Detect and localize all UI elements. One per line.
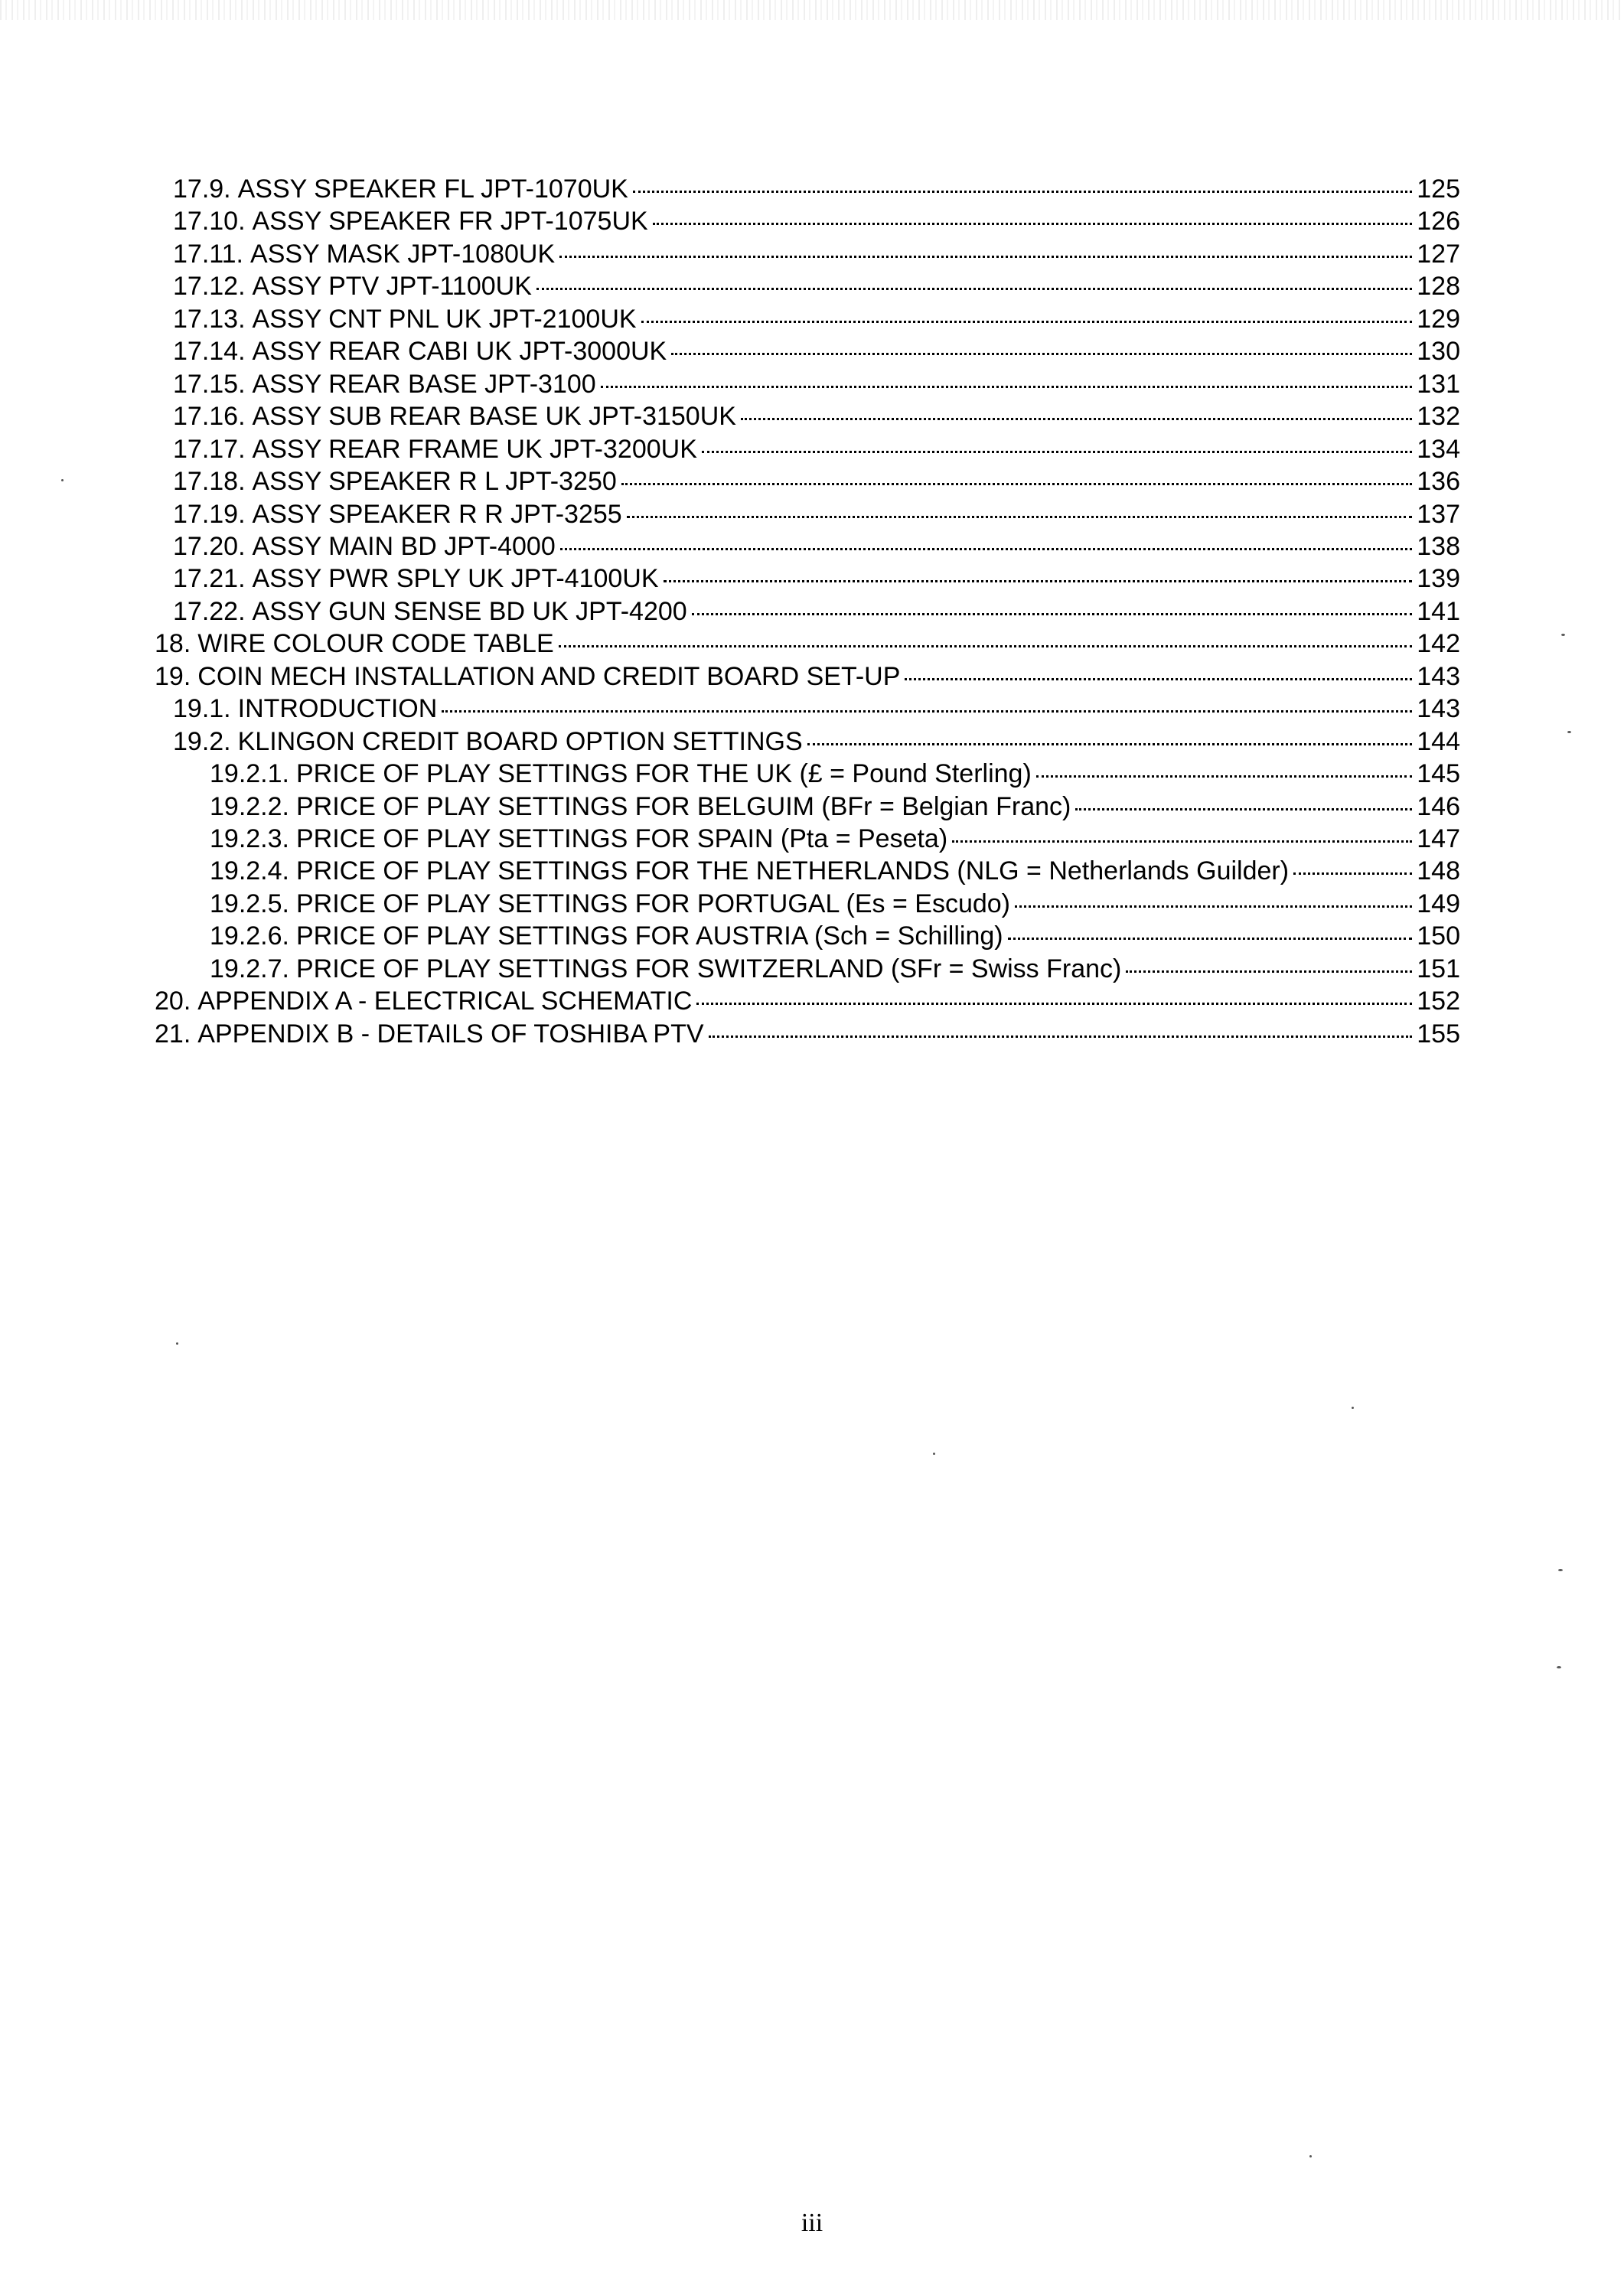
toc-entry-title: WIRE COLOUR CODE TABLE bbox=[197, 629, 554, 658]
toc-entry-page: 147 bbox=[1417, 824, 1460, 853]
dot-leader bbox=[627, 516, 1413, 518]
toc-entry-number: 17.12. bbox=[173, 272, 246, 301]
scan-speck bbox=[1558, 1569, 1563, 1571]
toc-entry-title: ASSY PWR SPLY UK JPT-4100UK bbox=[252, 564, 659, 593]
toc-entry-page: 145 bbox=[1417, 759, 1460, 788]
toc-entry bbox=[210, 953, 1460, 985]
toc-entry-page: 146 bbox=[1417, 792, 1460, 821]
dot-leader bbox=[664, 580, 1413, 582]
dot-leader bbox=[807, 743, 1413, 745]
dot-leader bbox=[671, 353, 1412, 355]
dot-leader bbox=[653, 223, 1413, 225]
toc-entry-title: ASSY GUN SENSE BD UK JPT-4200 bbox=[252, 597, 687, 626]
dot-leader bbox=[952, 840, 1412, 843]
toc-entry-title: PRICE OF PLAY SETTINGS FOR SWITZERLAND (SFr = Swiss Franc) bbox=[295, 954, 1122, 983]
toc-entry-title: COIN MECH INSTALLATION AND CREDIT BOARD SET-UP bbox=[197, 662, 901, 691]
toc-entry-page: 134 bbox=[1417, 435, 1460, 464]
toc-entry-number: 17.16. bbox=[173, 402, 246, 431]
scan-speck bbox=[61, 479, 64, 481]
toc-entry-page: 137 bbox=[1417, 500, 1460, 529]
toc-entry bbox=[173, 465, 1460, 497]
toc-entry bbox=[173, 303, 1460, 335]
toc-entry-number: 19.2.4. bbox=[210, 856, 289, 885]
toc-entry bbox=[173, 498, 1460, 530]
dot-leader bbox=[696, 1003, 1412, 1005]
toc-entry-title: ASSY SPEAKER FL JPT-1070UK bbox=[237, 174, 628, 204]
toc-entry-page: 152 bbox=[1417, 987, 1460, 1016]
toc-entry-title: ASSY SUB REAR BASE UK JPT-3150UK bbox=[252, 402, 736, 431]
dot-leader bbox=[702, 451, 1412, 453]
dot-leader bbox=[1293, 872, 1412, 875]
toc-entry-page: 127 bbox=[1417, 240, 1460, 269]
toc-entry-title: PRICE OF PLAY SETTINGS FOR SPAIN (Pta = Peseta) bbox=[295, 824, 948, 853]
toc-entry-page: 155 bbox=[1417, 1019, 1460, 1049]
toc-entry-number: 19.2.3. bbox=[210, 824, 289, 853]
toc-entry-number: 17.21. bbox=[173, 564, 246, 593]
toc-entry-page: 143 bbox=[1417, 662, 1460, 691]
scan-speck bbox=[1561, 634, 1565, 636]
dot-leader bbox=[709, 1035, 1413, 1038]
toc-entry bbox=[155, 1018, 1460, 1050]
toc-entry-number: 19.2.2. bbox=[210, 792, 289, 821]
toc-entry-number: 19. bbox=[155, 662, 191, 691]
toc-entry bbox=[210, 855, 1460, 887]
toc-entry-page: 129 bbox=[1417, 305, 1460, 334]
toc-entry-page: 125 bbox=[1417, 174, 1460, 204]
toc-entry bbox=[173, 726, 1460, 758]
toc-entry-title: PRICE OF PLAY SETTINGS FOR PORTUGAL (Es = Escudo) bbox=[295, 889, 1011, 918]
dot-leader bbox=[641, 321, 1413, 323]
toc-entry-title: APPENDIX B - DETAILS OF TOSHIBA PTV bbox=[197, 1019, 704, 1049]
toc-entry-page: 139 bbox=[1417, 564, 1460, 593]
dot-leader bbox=[1126, 970, 1412, 973]
toc-entry-title: INTRODUCTION bbox=[237, 694, 438, 723]
toc-entry bbox=[173, 335, 1460, 367]
toc-entry-page: 132 bbox=[1417, 402, 1460, 431]
toc-entry-page: 130 bbox=[1417, 337, 1460, 366]
toc-entry-number: 17.14. bbox=[173, 337, 246, 366]
toc-entry-number: 17.15. bbox=[173, 370, 246, 399]
toc-entry-page: 131 bbox=[1417, 370, 1460, 399]
toc-entry bbox=[155, 628, 1460, 660]
toc-entry-page: 143 bbox=[1417, 694, 1460, 723]
toc-entry bbox=[173, 368, 1460, 400]
toc-entry-number: 20. bbox=[155, 987, 191, 1016]
dot-leader bbox=[559, 645, 1413, 647]
toc-entry-number: 17.9. bbox=[173, 174, 231, 204]
toc-entry-number: 19.2.7. bbox=[210, 954, 289, 983]
scan-speck bbox=[1567, 731, 1571, 733]
dot-leader bbox=[741, 418, 1412, 420]
toc-entry-title: PRICE OF PLAY SETTINGS FOR BELGUIM (BFr = Belgian Franc) bbox=[295, 792, 1071, 821]
toc-entry-title: ASSY REAR FRAME UK JPT-3200UK bbox=[252, 435, 697, 464]
toc-entry-title: ASSY SPEAKER FR JPT-1075UK bbox=[252, 207, 648, 236]
toc-entry-number: 19.2. bbox=[173, 727, 231, 756]
dot-leader bbox=[559, 256, 1412, 258]
toc-entry bbox=[173, 173, 1460, 205]
toc-entry bbox=[173, 530, 1460, 563]
scan-speck bbox=[176, 1342, 178, 1345]
toc-entry-title: PRICE OF PLAY SETTINGS FOR AUSTRIA (Sch = Schilling) bbox=[295, 921, 1003, 951]
toc-entry-page: 150 bbox=[1417, 921, 1460, 951]
toc-entry bbox=[155, 985, 1460, 1017]
toc-entry bbox=[155, 660, 1460, 693]
toc-entry bbox=[210, 888, 1460, 920]
toc-entry-number: 17.17. bbox=[173, 435, 246, 464]
dot-leader bbox=[1008, 938, 1413, 940]
toc-entry-number: 17.10. bbox=[173, 207, 246, 236]
toc-entry-title: PRICE OF PLAY SETTINGS FOR THE UK (£ = Pound Sterling) bbox=[295, 759, 1032, 788]
scan-speck bbox=[1352, 1407, 1354, 1409]
toc-entry bbox=[210, 823, 1460, 855]
toc-entry-number: 17.22. bbox=[173, 597, 246, 626]
toc-entry-page: 141 bbox=[1417, 597, 1460, 626]
toc-entry-title: ASSY MAIN BD JPT-4000 bbox=[252, 532, 556, 561]
toc-entry-number: 19.2.1. bbox=[210, 759, 289, 788]
toc-entry-page: 151 bbox=[1417, 954, 1460, 983]
toc-entry bbox=[173, 400, 1460, 432]
toc-entry-number: 19.2.6. bbox=[210, 921, 289, 951]
toc-entry-page: 128 bbox=[1417, 272, 1460, 301]
toc-entry-page: 148 bbox=[1417, 856, 1460, 885]
toc-entry bbox=[173, 238, 1460, 270]
dot-leader bbox=[905, 678, 1412, 680]
toc-entry-number: 17.11. bbox=[173, 240, 244, 269]
dot-leader bbox=[692, 613, 1413, 615]
dot-leader bbox=[633, 191, 1412, 193]
toc-entry-number: 17.19. bbox=[173, 500, 246, 529]
toc-entry bbox=[173, 205, 1460, 237]
toc-entry-number: 19.1. bbox=[173, 694, 231, 723]
toc-entry-number: 17.13. bbox=[173, 305, 246, 334]
dot-leader bbox=[560, 548, 1413, 550]
toc-entry-title: PRICE OF PLAY SETTINGS FOR THE NETHERLANDS (NLG = Netherlands Guilder) bbox=[295, 856, 1290, 885]
toc-entry-number: 19.2.5. bbox=[210, 889, 289, 918]
toc-entry bbox=[210, 920, 1460, 952]
dot-leader bbox=[601, 386, 1413, 388]
scan-speck bbox=[1557, 1666, 1561, 1668]
toc-entry-title: KLINGON CREDIT BOARD OPTION SETTINGS bbox=[237, 727, 803, 756]
toc-entry-page: 144 bbox=[1417, 727, 1460, 756]
toc-entry bbox=[173, 270, 1460, 302]
toc-entry bbox=[210, 758, 1460, 790]
toc-entry-page: 149 bbox=[1417, 889, 1460, 918]
toc-entry-number: 17.20. bbox=[173, 532, 246, 561]
dot-leader bbox=[536, 288, 1412, 290]
toc-entry bbox=[173, 563, 1460, 595]
toc-entry-title: ASSY PTV JPT-1100UK bbox=[252, 272, 532, 301]
toc-entry-title: ASSY REAR BASE JPT-3100 bbox=[252, 370, 596, 399]
dot-leader bbox=[1015, 905, 1412, 908]
toc-entry-title: ASSY SPEAKER R L JPT-3250 bbox=[252, 467, 617, 496]
toc-entry bbox=[173, 693, 1460, 725]
scan-speck bbox=[933, 1453, 935, 1455]
scan-speck bbox=[1309, 2155, 1312, 2157]
toc-entry bbox=[173, 433, 1460, 465]
dot-leader bbox=[1075, 808, 1412, 810]
scan-edge-artifact bbox=[0, 0, 1624, 20]
toc-entry-page: 138 bbox=[1417, 532, 1460, 561]
dot-leader bbox=[442, 710, 1412, 713]
toc-entry-title: ASSY SPEAKER R R JPT-3255 bbox=[252, 500, 622, 529]
toc-entry-title: ASSY CNT PNL UK JPT-2100UK bbox=[252, 305, 637, 334]
toc-entry-number: 18. bbox=[155, 629, 191, 658]
toc-entry-title: ASSY MASK JPT-1080UK bbox=[250, 240, 556, 269]
toc-entry bbox=[173, 595, 1460, 628]
toc-entry-title: ASSY REAR CABI UK JPT-3000UK bbox=[252, 337, 667, 366]
page-number: iii bbox=[801, 2209, 823, 2237]
toc-entry-number: 17.18. bbox=[173, 467, 246, 496]
dot-leader bbox=[1036, 775, 1412, 778]
toc-entry-page: 142 bbox=[1417, 629, 1460, 658]
toc-entry bbox=[210, 791, 1460, 823]
toc-entry-number: 21. bbox=[155, 1019, 191, 1049]
toc-entry-page: 126 bbox=[1417, 207, 1460, 236]
dot-leader bbox=[621, 483, 1413, 485]
toc-entry-page: 136 bbox=[1417, 467, 1460, 496]
toc-entry-title: APPENDIX A - ELECTRICAL SCHEMATIC bbox=[197, 987, 693, 1016]
